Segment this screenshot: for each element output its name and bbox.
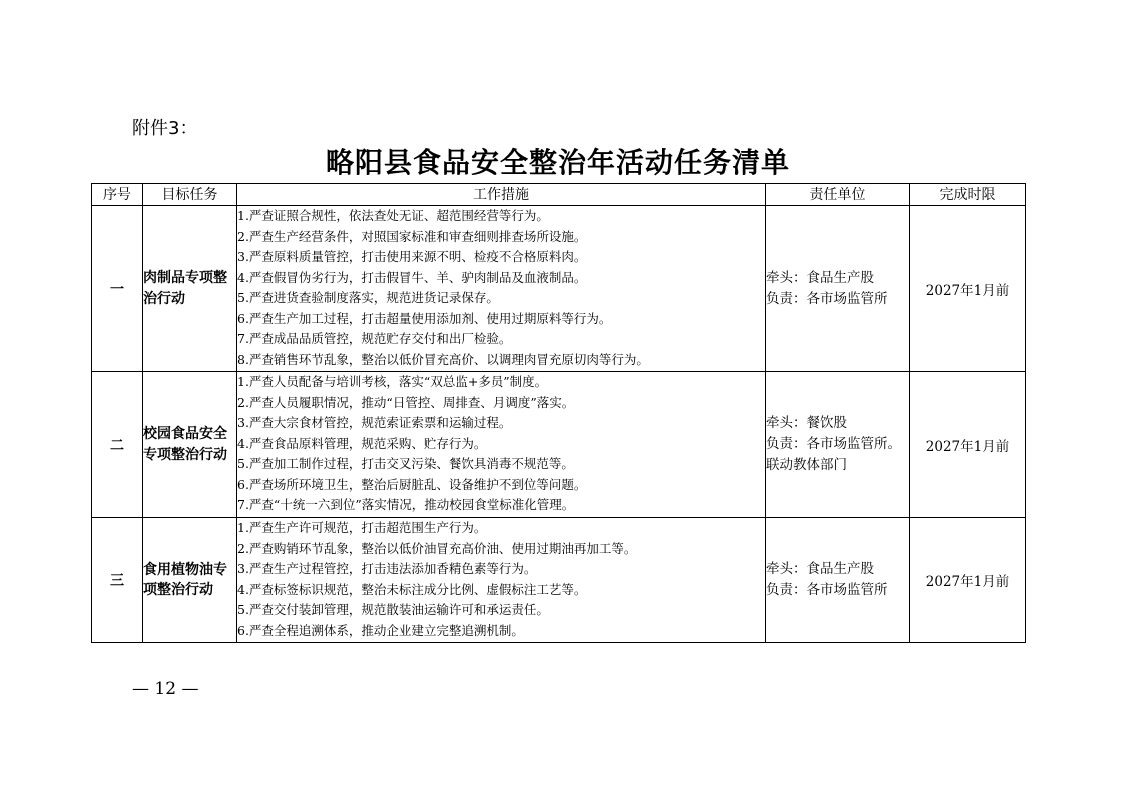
row-target: 校园食品安全专项整治行动 xyxy=(143,372,237,518)
measure-item: 8.严查销售环节乱象，整治以低价冒充高价、以调理肉冒充原切肉等行为。 xyxy=(237,351,649,367)
task-table xyxy=(91,183,1026,643)
measure-item: 5.严查加工制作过程，打击交叉污染、餐饮具消毒不规范等。 xyxy=(237,456,574,471)
measure-item: 1.严查证照合规性，依法查处无证、超范围经营等行为。 xyxy=(237,208,549,223)
header-measures: 工作措施 xyxy=(237,184,766,206)
measure-item: 7.严查“十统一六到位”落实情况，推动校园食堂标准化管理。 xyxy=(237,497,575,512)
table-header-row xyxy=(92,184,1026,206)
header-target: 目标任务 xyxy=(143,184,237,206)
measure-item: 3.严查生产过程管控，打击违法添加香精色素等行为。 xyxy=(237,561,537,576)
measure-item: 5.严查进货查验制度落实，规范进货记录保存。 xyxy=(237,290,499,305)
attachment-label: 附件3： xyxy=(132,118,198,139)
responsibility-line: 牵头：食品生产股 xyxy=(766,561,874,577)
responsibility-line: 负责：各市场监管所 xyxy=(766,582,888,598)
row-responsibility xyxy=(766,372,910,518)
header-responsibility: 责任单位 xyxy=(766,184,910,206)
row-deadline: 2027年1月前 xyxy=(910,206,1026,372)
header-deadline: 完成时限 xyxy=(910,184,1026,206)
header-seq: 序号 xyxy=(92,184,143,206)
page-number: — 12 — xyxy=(132,679,199,699)
row-measures xyxy=(237,206,766,372)
row-target: 食用植物油专项整治行动 xyxy=(143,518,237,643)
measure-item: 2.严查购销环节乱象，整治以低价油冒充高价油、使用过期油再加工等。 xyxy=(237,540,637,556)
responsibility-line: 牵头：餐饮股 xyxy=(766,415,847,431)
row-deadline: 2027年1月前 xyxy=(910,518,1026,643)
row-responsibility xyxy=(766,206,910,372)
row-seq: 二 xyxy=(92,372,143,518)
measure-item: 3.严查原料质量管控，打击使用来源不明、检疫不合格原料肉。 xyxy=(237,249,587,264)
responsibility-line: 牵头：食品生产股 xyxy=(766,269,874,286)
measure-item: 4.严查假冒伪劣行为，打击假冒牛、羊、驴肉制品及血液制品。 xyxy=(237,269,587,285)
document-title: 略阳县食品安全整治年活动任务清单 xyxy=(325,146,790,179)
responsibility-line: 负责：各市场监管所 xyxy=(766,290,888,307)
measure-item: 3.严查大宗食材管控，规范索证索票和运输过程。 xyxy=(237,415,512,430)
row-seq: 一 xyxy=(92,206,143,372)
table-row xyxy=(92,372,1026,518)
table-row xyxy=(92,206,1026,372)
measure-item: 6.严查全程追溯体系，推动企业建立完整追溯机制。 xyxy=(237,622,524,638)
measure-item: 7.严查成品品质管控，规范贮存交付和出厂检验。 xyxy=(237,331,512,346)
measure-item: 6.严查场所环境卫生，整治后厨脏乱、设备维护不到位等问题。 xyxy=(237,476,587,492)
measure-item: 4.严查食品原料管理，规范采购、贮存行为。 xyxy=(237,435,487,451)
row-responsibility xyxy=(766,518,910,643)
measure-item: 5.严查交付装卸管理，规范散装油运输许可和承运责任。 xyxy=(237,602,549,617)
row-seq: 三 xyxy=(92,518,143,643)
measure-item: 2.严查人员履职情况，推动“日管控、周排查、月调度”落实。 xyxy=(237,394,575,410)
row-measures xyxy=(237,518,766,643)
measure-item: 1.严查人员配备与培训考核，落实“双总监+多员”制度。 xyxy=(237,374,548,389)
responsibility-line: 联动教体部门 xyxy=(766,457,847,473)
measure-item: 1.严查生产许可规范，打击超范围生产行为。 xyxy=(237,520,487,535)
table-row xyxy=(92,518,1026,643)
row-measures xyxy=(237,372,766,518)
responsibility-line: 负责：各市场监管所。 xyxy=(766,436,901,452)
row-target: 肉制品专项整治行动 xyxy=(143,206,237,372)
measure-item: 2.严查生产经营条件，对照国家标准和审查细则排查场所设施。 xyxy=(237,228,587,244)
row-deadline: 2027年1月前 xyxy=(910,372,1026,518)
measure-item: 6.严查生产加工过程，打击超量使用添加剂、使用过期原料等行为。 xyxy=(237,310,612,326)
measure-item: 4.严查标签标识规范，整治未标注成分比例、虚假标注工艺等。 xyxy=(237,581,587,597)
